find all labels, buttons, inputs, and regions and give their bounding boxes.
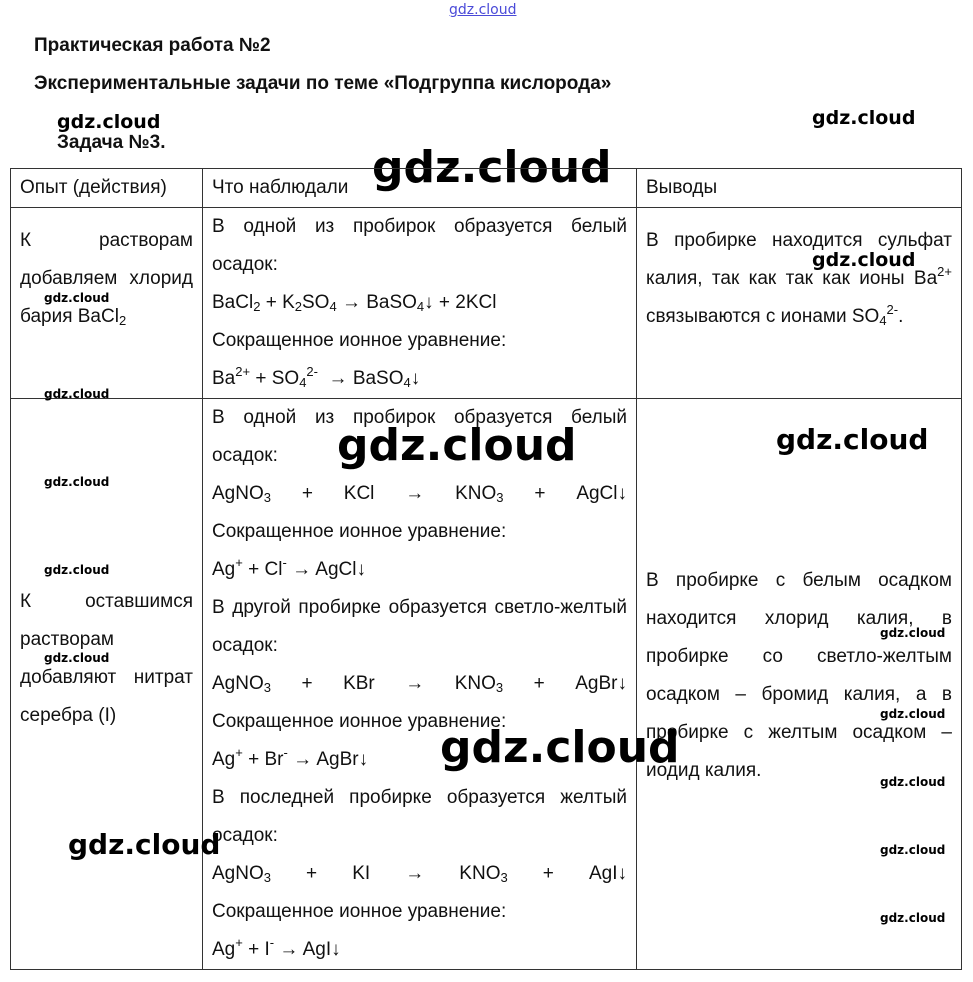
watermark: gdz.cloud — [880, 707, 946, 721]
watermark: gdz.cloud — [776, 423, 929, 456]
observation-text: В последней пробирке образуется желтый осадок: — [212, 787, 627, 846]
action-text: К растворам добавляем хлорид бария BaCl$_2$ — [20, 230, 193, 328]
column-header: Что наблюдали — [203, 169, 637, 208]
watermark-top[interactable]: gdz.cloud — [449, 2, 517, 18]
watermark: gdz.cloud — [44, 651, 110, 665]
task-label: Задача №3. — [57, 132, 166, 153]
conclusion-text: В пробирке находится сульфат калия, так как так как ионы $Ba^{2+}$ связываются с ионами $SO_4^{2-}$. — [646, 230, 952, 328]
table-row — [11, 208, 962, 399]
column-header: Опыт (действия) — [11, 169, 203, 208]
conclusion-text: В пробирке с белым осадком находится хлорид калия, в пробирке со светло-желтым осадком – бромид калия, а в пробирке с желтым осадком – иодид калия. — [646, 570, 952, 781]
watermark: gdz.cloud — [57, 111, 161, 133]
observation-text: В одной из пробирок образуется белый осадок: — [212, 216, 627, 275]
table-row — [11, 399, 962, 970]
watermark: gdz.cloud — [44, 291, 110, 305]
ionic-equation: $Ba^{2+} + SO_4^{2-}$ → BaSO$_4$↓ — [212, 364, 421, 390]
watermark: gdz.cloud — [880, 626, 946, 640]
ionic-equation-label: Сокращенное ионное уравнение: — [212, 901, 507, 922]
watermark: gdz.cloud — [880, 911, 946, 925]
watermark: gdz.cloud — [372, 142, 612, 193]
conclusion-cell — [637, 208, 962, 399]
ionic-equation-label: Сокращенное ионное уравнение: — [212, 330, 507, 351]
watermark: gdz.cloud — [812, 107, 916, 129]
page-title: Практическая работа №2 — [34, 35, 271, 56]
watermark: gdz.cloud — [337, 420, 577, 471]
ionic-equation: Ag+ + I- → AgI↓ — [212, 935, 341, 960]
ionic-equation-label: Сокращенное ионное уравнение: — [212, 521, 507, 542]
ionic-equation: Ag+ + Cl- → AgCl↓ — [212, 555, 366, 580]
table-header-row — [11, 169, 962, 208]
action-text: К оставшимся растворам добавляют нитрат серебра (I) — [20, 591, 193, 726]
molecular-equation: AgNO$_3$ + KBr → $KNO_3$ + AgBr↓ — [212, 673, 627, 695]
watermark: gdz.cloud — [44, 563, 110, 577]
observation-text: В другой пробирке образуется светло-желтый осадок: — [212, 597, 627, 656]
ionic-equation: Ag+ + Br- → AgBr↓ — [212, 745, 369, 770]
conclusion-cell — [637, 399, 962, 970]
observation-cell — [203, 399, 637, 970]
watermark: gdz.cloud — [880, 775, 946, 789]
molecular-equation: BaCl$_2$ + $K_2SO_4$ → BaSO$_4$↓ + 2KCl — [212, 292, 497, 314]
column-header: Выводы — [637, 169, 962, 208]
watermark: gdz.cloud — [44, 475, 110, 489]
watermark: gdz.cloud — [812, 249, 916, 271]
molecular-equation: AgNO$_3$ + KCl → $KNO_3$ + AgCl↓ — [212, 483, 627, 505]
watermark: gdz.cloud — [44, 387, 110, 401]
watermark: gdz.cloud — [440, 722, 680, 773]
watermark: gdz.cloud — [68, 828, 221, 861]
molecular-equation: AgNO$_3$ + KI → $KNO_3$ + AgI↓ — [212, 863, 627, 885]
watermark: gdz.cloud — [880, 843, 946, 857]
observation-cell — [203, 208, 637, 399]
ionic-equation-label: Сокращенное ионное уравнение: — [212, 711, 507, 732]
observation-text: В одной из пробирок образуется белый осадок: — [212, 407, 627, 466]
page-subtitle: Экспериментальные задачи по теме «Подгруппа кислорода» — [34, 73, 612, 94]
